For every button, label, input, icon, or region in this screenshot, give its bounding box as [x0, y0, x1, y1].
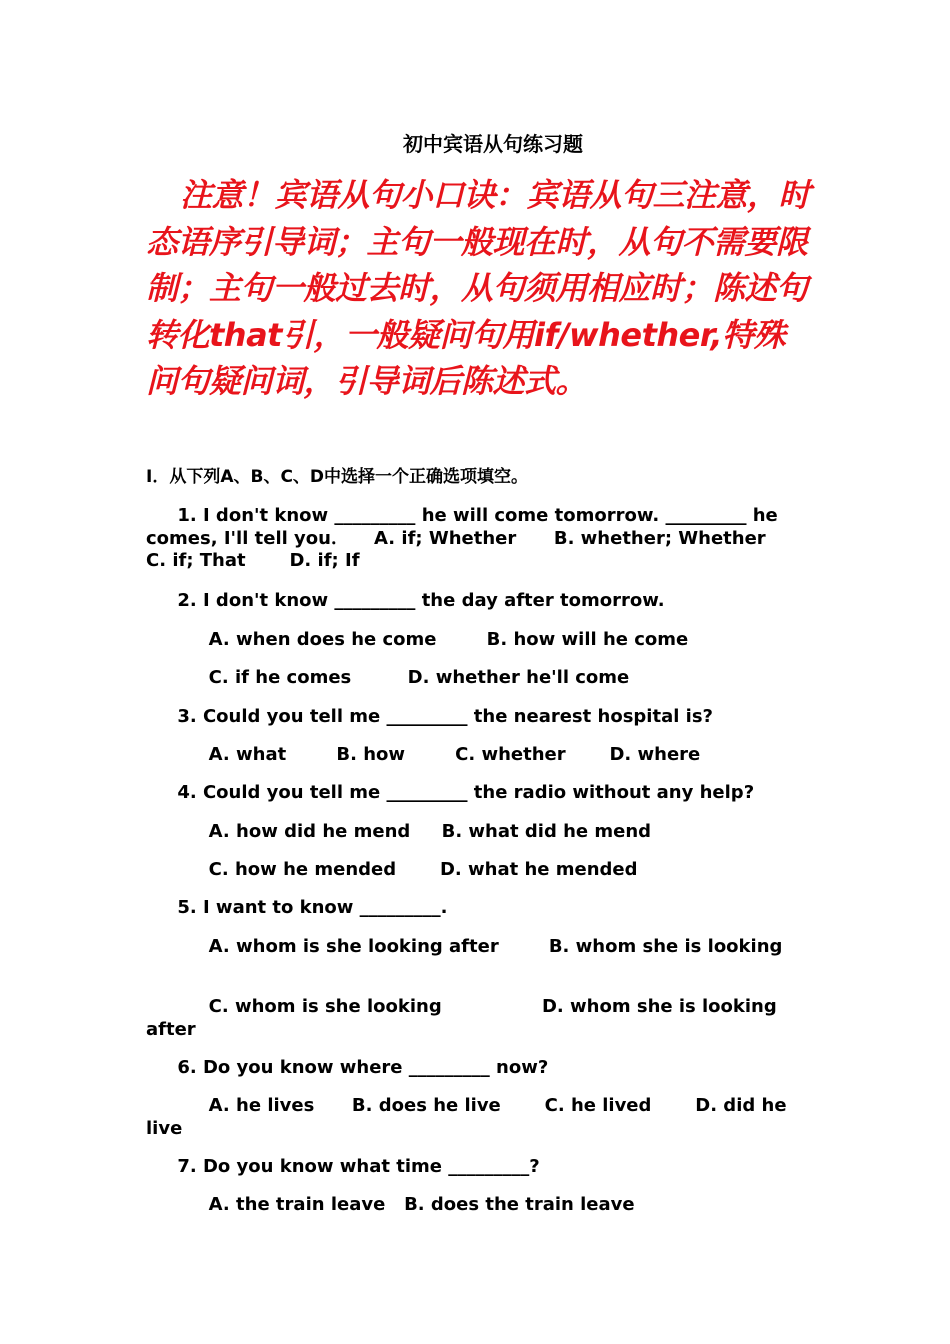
question-3-options: A. what B. how C. whether D. where — [146, 744, 701, 765]
question-6-options: A. he lives B. does he live C. he lived D. did he live — [146, 1095, 793, 1139]
question-4-options-ab: A. how did he mend B. what did he mend — [146, 821, 652, 842]
question-5: 5. I want to know _________. — [146, 897, 448, 918]
section-heading: I．从下列A、B、C、D中选择一个正确选项填空。 — [146, 467, 529, 487]
question-2-options-ab: A. when does he come B. how will he come — [146, 629, 689, 650]
question-6: 6. Do you know where _________ now? — [146, 1057, 549, 1078]
question-2: 2. I don't know _________ the day after tomorrow. — [146, 590, 665, 611]
question-1: 1. I don't know _________ he will come tomorrow. _________ he comes, I'll tell you． A. if; Whether B. whether; Whether C. if; That D. if; If — [146, 505, 810, 571]
question-5-options-cd: C. whom is she looking D. whom she is looking after — [146, 996, 784, 1040]
question-7: 7. Do you know what time _________? — [146, 1156, 540, 1177]
page-title: 初中宾语从句练习题 — [403, 132, 583, 156]
question-3: 3. Could you tell me _________ the nearest hospital is? — [146, 706, 713, 727]
question-7-options-ab: A. the train leave B. does the train leave — [146, 1194, 635, 1215]
mnemonic-notice: 注意！宾语从句小口诀：宾语从句三注意，时态语序引导词；主句一般现在时，从句不需要限制；主句一般过去时，从句须用相应时；陈述句转化that引，一般疑问句用if/whether,特殊问句疑问词，引导词后陈述式。 — [146, 176, 811, 400]
question-5-options-ab: A. whom is she looking after B. whom she is looking — [146, 936, 783, 957]
question-4: 4. Could you tell me _________ the radio without any help? — [146, 782, 755, 803]
question-4-options-cd: C. how he mended D. what he mended — [146, 859, 638, 880]
question-2-options-cd: C. if he comes D. whether he'll come — [146, 667, 630, 688]
